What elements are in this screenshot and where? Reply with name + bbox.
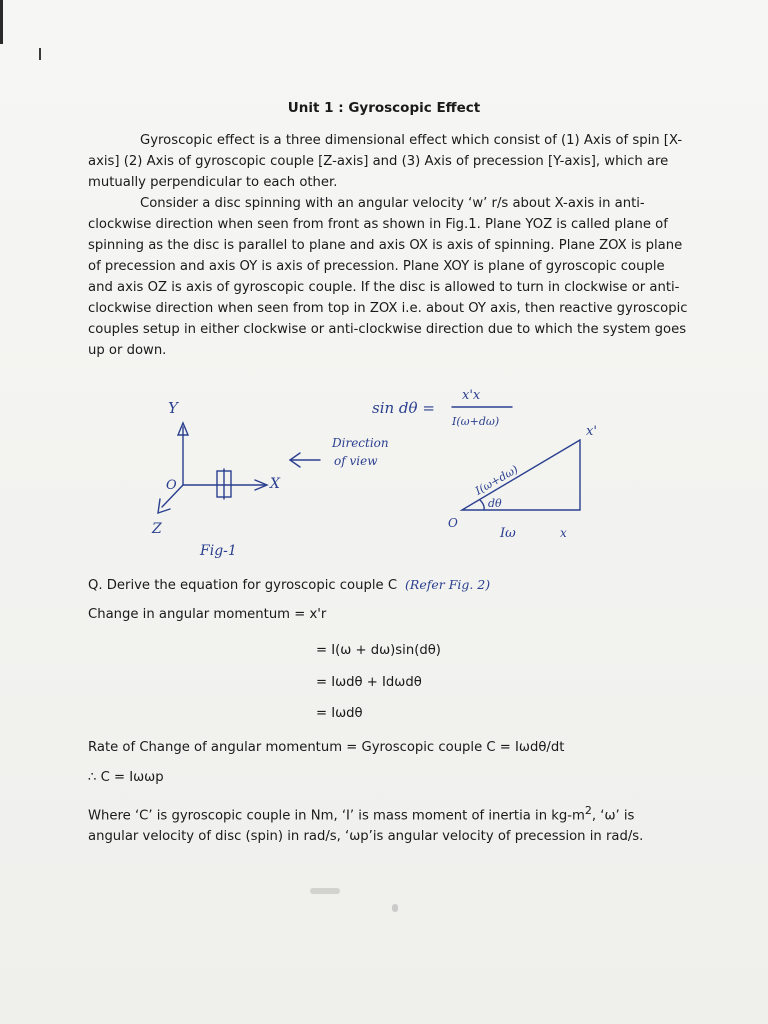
intro-paragraph: Gyroscopic effect is a three dimensional effect which consist of (1) Axis of spin [X-axis] (2) Axis of gyroscopic couple [Z-axis] and (3) Axis of precession [Y-axis], which are mutually perpendicular to each other. [88,133,683,190]
sin-equation-left: sin dθ = [372,399,435,417]
sin-equation-denominator: I(ω+dω) [452,415,500,428]
axis-z-label: Z [152,521,162,537]
question-line [88,577,490,593]
equation-line-3: = Iωdθ [316,706,363,721]
direction-of-view-line2: of view [334,454,378,468]
axis-y-label: Y [168,399,178,417]
page-smudge-small [392,904,398,912]
rate-of-change-line: Rate of Change of angular momentum = Gyroscopic couple C = Iωdθ/dt [88,740,565,755]
equation-line-1: = I(ω + dω)sin(dθ) [316,643,441,658]
triangle-x-label: x [560,526,567,540]
hypotenuse-label: I(ω+dω) [473,462,521,498]
where-paragraph [88,800,688,847]
angle-arc [480,500,484,510]
direction-of-view-line1: Direction [332,436,389,450]
page-edge-mark [0,0,3,44]
equation-line-0: Change in angular momentum = x'r [88,607,327,622]
stray-pen-mark [39,48,41,60]
axis-x-label: X [270,476,280,492]
where-superscript: 2 [584,804,592,817]
sin-equation-numerator: x'x [462,388,481,403]
figure-caption: Fig-1 [200,543,237,559]
page-title: Unit 1 : Gyroscopic Effect [287,100,481,116]
where-text-part1: Where ‘C’ is gyroscopic couple in Nm, ‘I’ is mass moment of inertia in kg-m [88,808,585,824]
question-reference: (Refer Fig. 2) [405,577,491,592]
base-label: Iω [500,526,516,541]
equation-line-2: = Iωdθ + Idωdθ [316,675,422,690]
triangle-x-prime-label: x' [586,424,597,439]
where-text-part2: , ‘ω’ is angular velocity of disc (spin) in rad/s, ‘ωp’is angular velocity of precession in rad/s. [88,808,644,845]
handwritten-figure [140,385,610,565]
description-paragraph: Consider a disc spinning with an angular velocity ‘w’ r/s about X-axis in anti-clockwise direction when seen from front as shown in Fig.1. Plane YOZ is called plane of spinning as the disc is parallel to plane and axis OX is axis of spinning. Plane ZOX is plane of precession and axis OY is axis of precession. Plane XOY is plane of gyroscopic couple and axis OZ is axis of gyroscopic couple. If the disc is allowed to turn in clockwise or anti-clockwise direction when seen from top in ZOX i.e. about OY axis, then reactive gyroscopic couples setup in either clockwise or anti-clockwise direction due to which the system goes up or down. [88,196,688,358]
therefore-line: ∴ C = Iωωp [88,770,164,785]
angle-label: dθ [488,497,502,510]
triangle-origin-label: O [448,516,458,530]
origin-label: O [166,478,177,493]
page-smudge [310,888,340,894]
question-text: Q. Derive the equation for gyroscopic couple C [88,578,398,593]
